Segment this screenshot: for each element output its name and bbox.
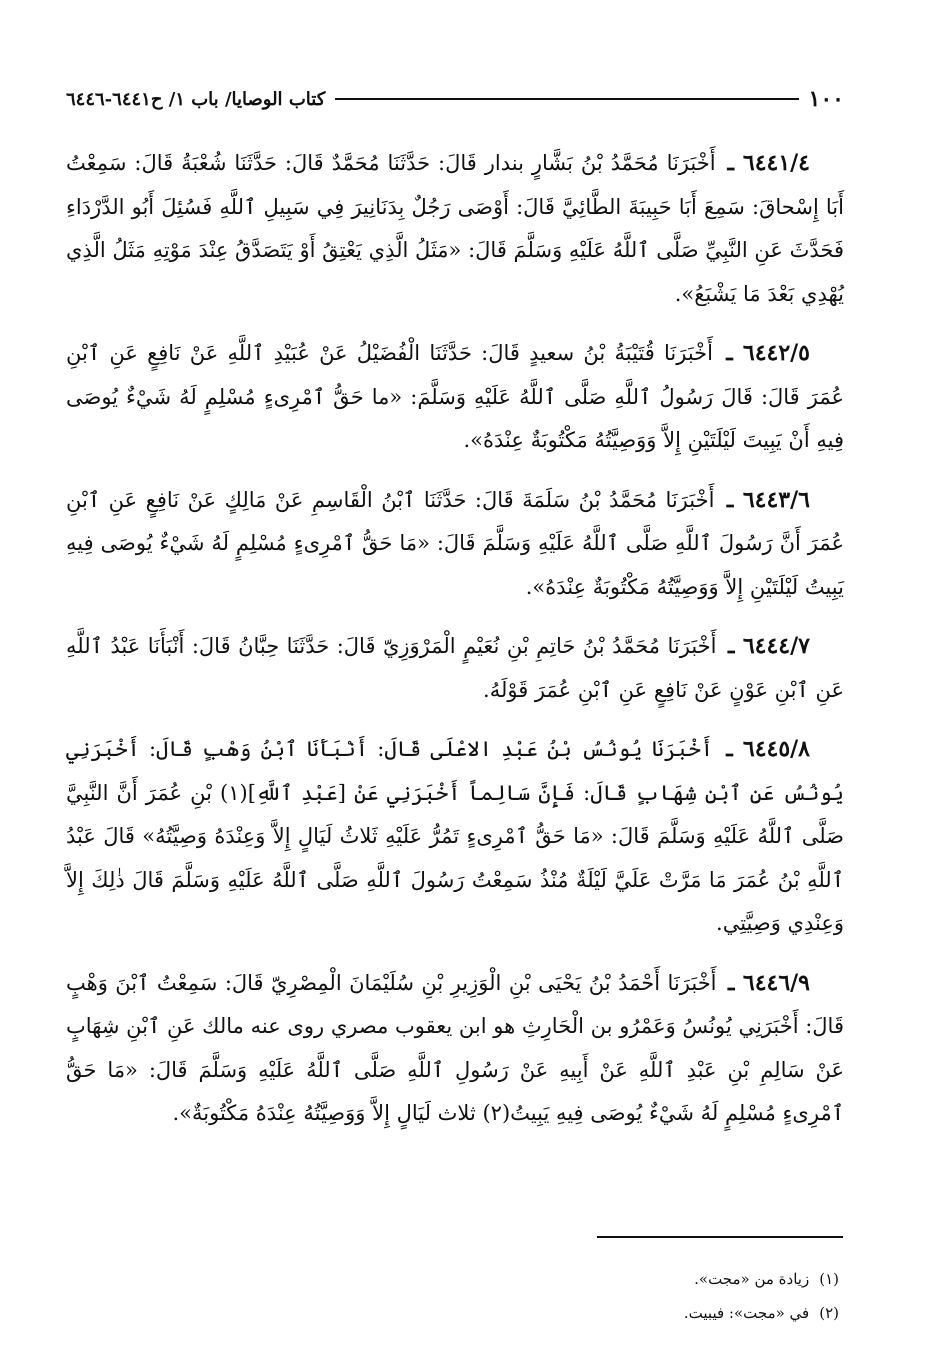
hadith-number: ٦٤٤٣/٦ ـ: [726, 486, 810, 513]
hadith-text: أَخْبَرَنَا يُونُسُ بْنُ عَبْدِ الاعْلَى قَالَ: أَنْبَأَنَا ٱبْنُ وَهْبٍ قَالَ: أَخْبَرَنِي يُونُسُ عَنِ ٱبْنِ شِهَابٍ قَالَ: فَإِنَّ سَالِماً أَخْبَرَنِي عَنْ [عَبْدِ ٱللَّهِ](١) بْنِ عُمَرَ أَنَّ النَّبِيَّ صَلَّى ٱللَّهُ عَلَيْهِ وَسَلَّمَ قَالَ: «مَا حَقُّ ٱمْرِىءٍ تَمُرُّ عَلَيْهِ ثَلاثُ لَيَالٍ إِلاَّ وَعِنْدَهُ وَصِيَّتُهُ» قَالَ عَبْدُ ٱللَّهِ بْنُ عُمَرَ مَا مَرَّتْ عَلَيَّ لَيْلَةٌ مُنْذُ سَمِعْتُ رَسُولَ ٱللَّهِ صَلَّى ٱللَّهُ عَلَيْهِ وَسَلَّمَ قَالَ ذٰلِكَ إِلاَّ وَعِنْدِي وَصِيَّتِي.: [66, 737, 844, 935]
hadith-6443: [66, 479, 844, 610]
hadith-6445: [66, 728, 844, 946]
footnote-text: زيادة من «مجت».: [694, 1270, 810, 1288]
hadith-text: أَخْبَرَنَا مُحَمَّدُ بْنُ سَلَمَةَ قَالَ: حَدَّثَنَا ٱبْنُ الْقَاسِمِ عَنْ مَالِكٍ عَنْ نَافِعٍ عَنِ ٱبْنِ عُمَرَ أَنَّ رَسُولَ ٱللَّهِ صَلَّى ٱللَّهُ عَلَيْهِ وَسَلَّمَ قَالَ: «مَا حَقُّ ٱمْرِىءٍ مُسْلِمٍ لَهُ شَيْءٌ يُوصَى فِيهِ يَبِيتُ لَيْلَتَيْنِ إِلاَّ وَوَصِيَّتُهُ مَكْتُوبَةٌ عِنْدَهُ».: [66, 487, 844, 599]
header-rule: [335, 98, 798, 100]
footnotes: [139, 1262, 839, 1330]
running-title: كتاب الوصايا/ باب ١/ ح٦٤٤١-٦٤٤٦: [66, 88, 326, 110]
footnote-1: [139, 1262, 839, 1296]
hadith-text: أَخْبَرَنَا مُحَمَّدُ بْنُ حَاتِمِ بْنِ نُعَيْمٍ الْمَرْوَزِيّ قَالَ: حَدَّثَنَا حِبَّانُ قَالَ: أَنْبَأَنَا عَبْدُ ٱللَّهِ عَنِ ٱبْنِ عَوْنٍ عَنْ نَافِعٍ عَنِ ٱبْنِ عُمَرَ قَوْلَهُ.: [66, 634, 844, 702]
footnote-2: [139, 1296, 839, 1330]
hadith-text: أَخْبَرَنَا أَحْمَدُ بْنُ يَحْيَى بْنِ الْوَزِيرِ بْنِ سُلَيْمَانَ الْمِصْرِيّ قَالَ: سَمِعْتُ ٱبْنَ وَهْبٍ قَالَ: أَخْبَرَنِي يُونُسُ وَعَمْرُو بن الْحَارِثِ هو ابن يعقوب مصري روى عنه مالك عَنِ ٱبْنِ شِهَابٍ عَنْ سَالِمِ بْنِ عَبْدِ ٱللَّهِ عَنْ أَبِيهِ عَنْ رَسُولِ ٱللَّهِ صَلَّى ٱللَّهُ عَلَيْهِ وَسَلَّمَ قَالَ: «مَا حَقُّ ٱمْرِىءٍ مُسْلِمٍ لَهُ شَيْءٌ يُوصَى فِيهِ يَبِيتُ(٢) ثلاث لَيَالٍ إِلاَّ وَوَصِيَّتُهُ عِنْدَهُ مَكْتُوبَةٌ».: [66, 970, 844, 1125]
footnote-text: في «مجت»: فيبيت.: [683, 1304, 810, 1322]
hadith-number: ٦٤٤٦/٩ ـ: [727, 969, 810, 996]
hadith-text: أَخْبَرَنَا مُحَمَّدُ بْنُ بَشَّارٍ بندار قَالَ: حَدَّثَنَا مُحَمَّدٌ قَالَ: حَدَّثَنَا شُعْبَةُ قَالَ: سَمِعْتُ أَبَا إِسْحاقَ: سَمِعَ أَبَا حَبِيبَةَ الطَّائِيَّ قَالَ: أَوْصَى رَجُلٌ بِدَنَانِيرَ فِي سَبِيلِ ٱللَّهِ فَسُئِلَ أَبُو الدَّرْدَاءِ فَحَدَّثَ عَنِ النَّبِيِّ صَلَّى ٱللَّهُ عَلَيْهِ وَسَلَّمَ قَالَ: «مَثَلُ الَّذِي يَعْتِقُ أَوْ يَتَصَدَّقُ عِنْدَ مَوْتِهِ مَثَلُ الَّذِي يُهْدِي بَعْدَ مَا يَشْبَعُ».: [66, 151, 844, 306]
page-number: ١٠٠: [808, 86, 844, 112]
hadith-number: ٦٤٤١/٤ ـ: [727, 150, 810, 176]
page-header: [66, 82, 844, 116]
footnote-rule: [597, 1236, 843, 1238]
hadith-number: ٦٤٤٢/٥ ـ: [726, 340, 810, 366]
hadith-list: [66, 142, 844, 1152]
footnote-marker: (١): [819, 1270, 839, 1288]
hadith-6442: [66, 332, 844, 463]
hadith-6446: [66, 962, 844, 1136]
hadith-number: ٦٤٤٤/٧ ـ: [727, 633, 810, 659]
footnote-marker: (٢): [819, 1304, 839, 1322]
hadith-6441: [66, 142, 844, 316]
hadith-number: ٦٤٤٥/٨ ـ: [726, 736, 810, 762]
hadith-6444: [66, 625, 844, 712]
hadith-text: أَخْبَرَنَا قُتَيْبَةُ بْنُ سعيدٍ قَالَ: حَدَّثَنَا الْفُضَيْلُ عَنْ عُبَيْدِ ٱللَّهِ عَنْ نَافِعٍ عَنِ ٱبْنِ عُمَرَ قَالَ: قَالَ رَسُولُ ٱللَّهِ صَلَّى ٱللَّهُ عَلَيْهِ وَسَلَّمَ: «ما حَقُّ ٱمْرِىءٍ مُسْلِمٍ لَهُ شَيْءٌ يُوصَى فِيهِ أَنْ يَبِيتَ لَيْلَتَيْنِ إِلاَّ وَوَصِيَّتُهُ مَكْتُوبَةٌ عِنْدَهُ».: [66, 341, 845, 452]
